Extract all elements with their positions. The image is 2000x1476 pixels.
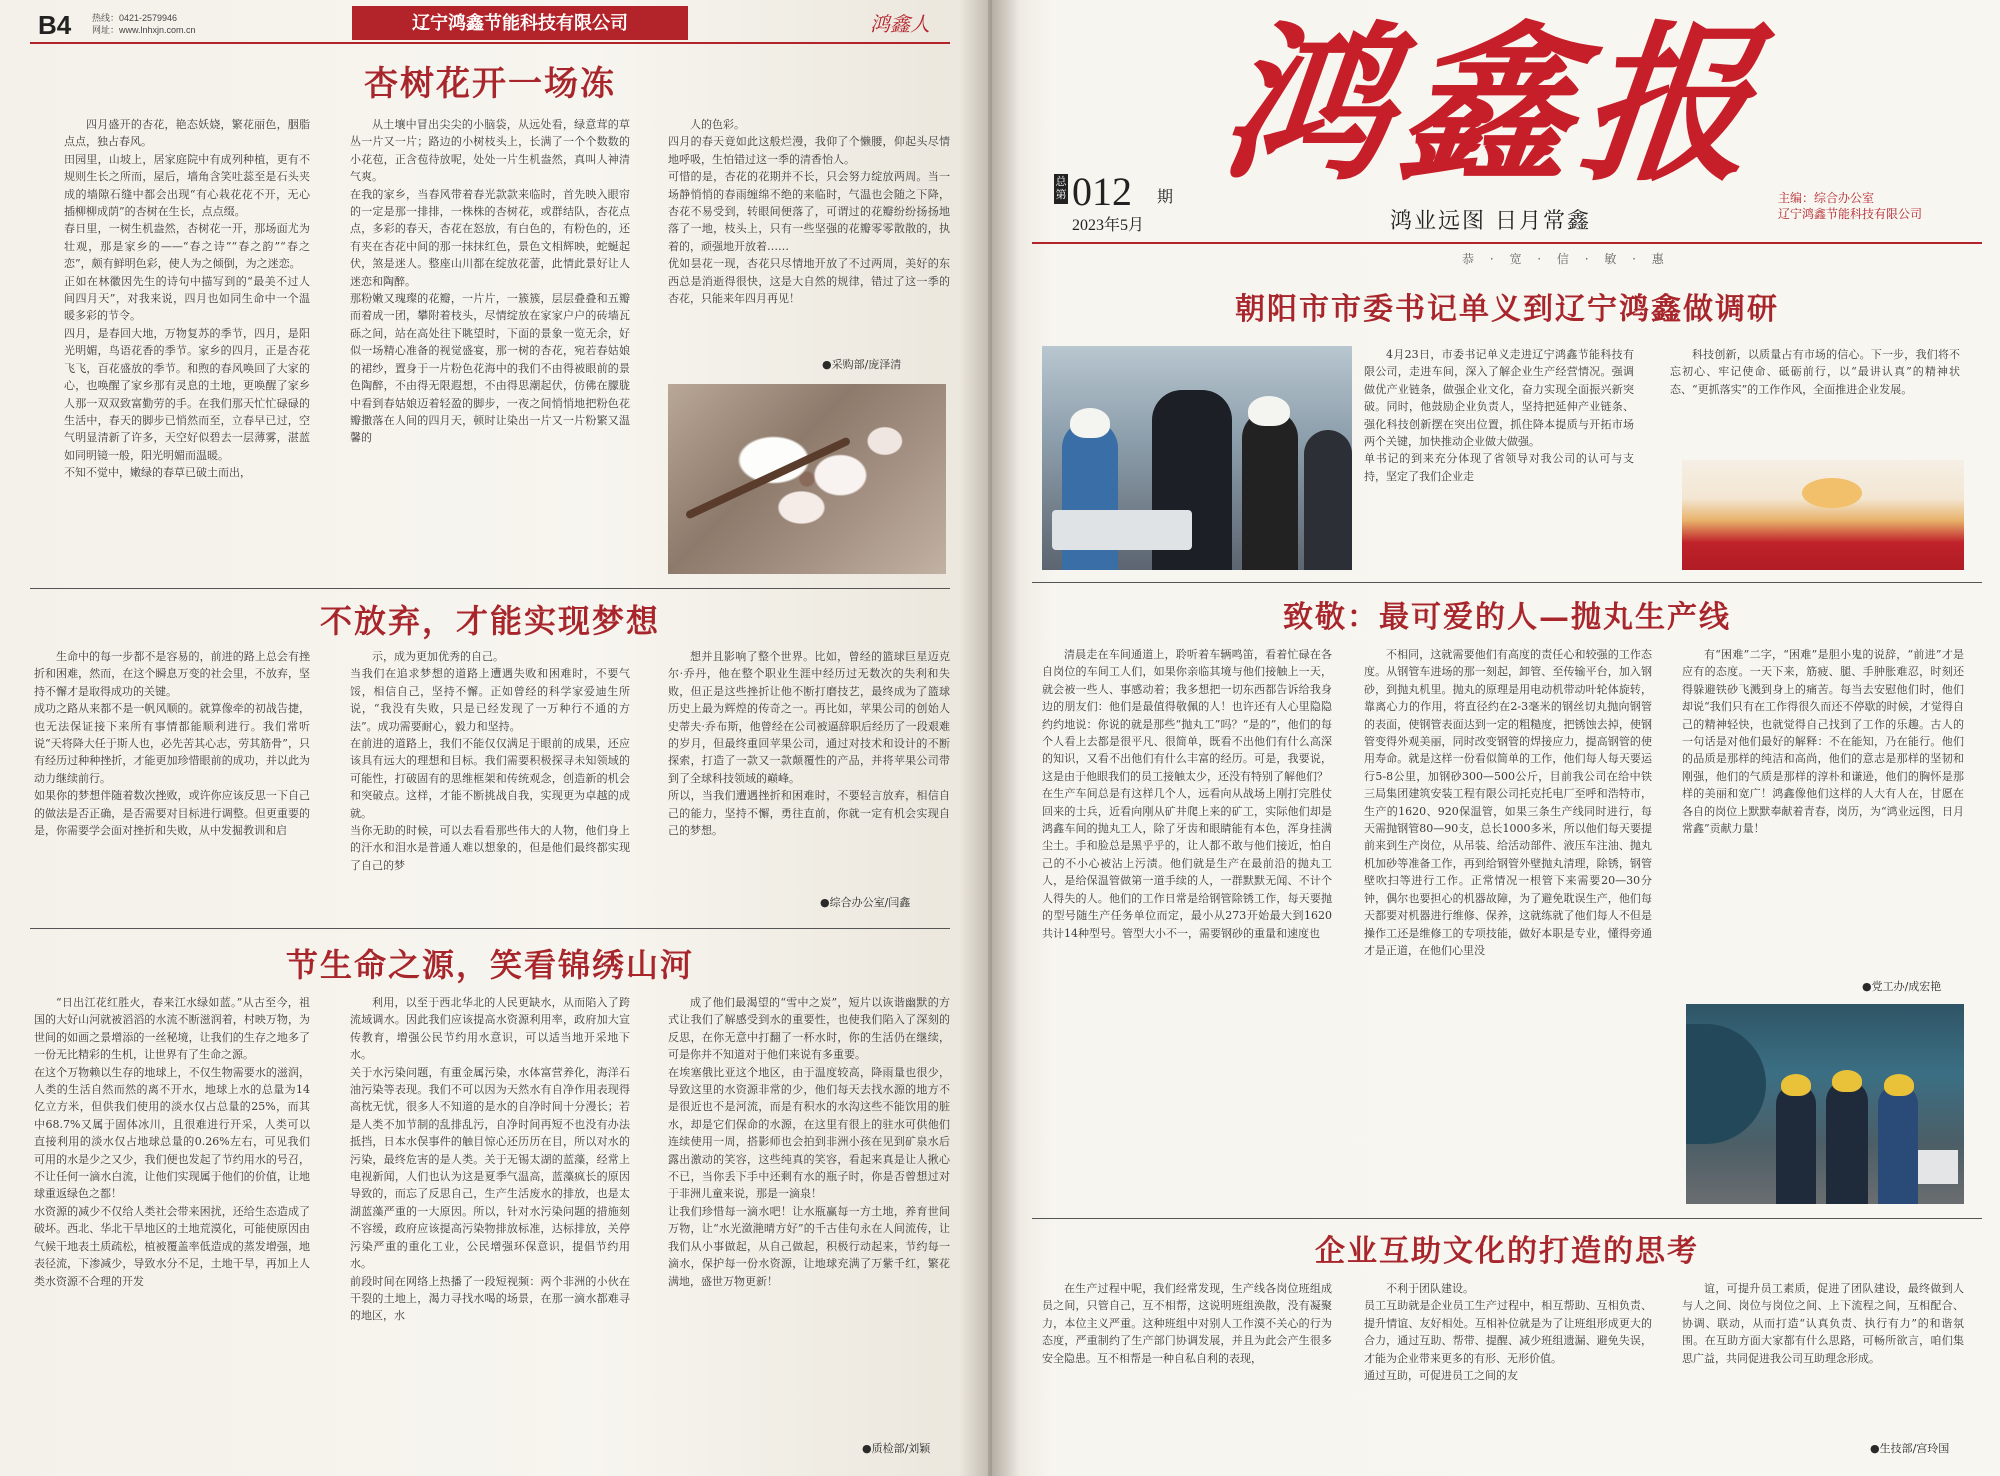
- page-header: [30, 6, 950, 44]
- article-byline: ●生技部/宫玲国: [1870, 1442, 1950, 1455]
- company-banner: 辽宁鸿鑫节能科技有限公司: [352, 6, 688, 40]
- issue-label: 总第: [1054, 174, 1068, 204]
- article-title-shot-blasting: 致敬：最可爱的人—抛丸生产线: [1283, 600, 1731, 635]
- editor-info: [1778, 190, 1922, 222]
- page-number: B4: [38, 10, 72, 40]
- motto: 恭 · 宽 · 信 · 敏 · 惠: [1462, 252, 1670, 266]
- header-logo: 鸿鑫人: [870, 12, 930, 36]
- page-front: [992, 0, 2000, 1476]
- article-apricot-column-2: [350, 116, 630, 574]
- article-text: 人的色彩。 四月的春天竟如此这般烂漫，我仰了个懒腰，仰起头尽情地呼吸，生怕错过这一季的清香怡人。 可惜的是，杏花的花期并不长，只会努力绽放两周。当一场静悄悄的春雨缠绵不绝的来临时，气温也会随之下降，杏花不易受到，转眼间便落了，可谓过的花瓣纷纷扬扬地落了一地，枝头上，只有一些坚强的花瓣零零散散的，执着的，顽强地开放着…… 优如昙花一现，杏花只尽情地开放了不过两周，美好的东西总是消逝得很快，这是大自然的规律，错过了这一季的杏花，只能来年四月再见！: [668, 118, 950, 306]
- masthead: 鸿鑫报: [1211, 5, 1773, 205]
- article-text: 生命中的每一步都不是容易的，前进的路上总会有挫折和困难，然而，在这个瞬息万变的社会里，不放弃，坚持不懈才是取得成功的关键。 成功之路从来都不是一帆风顺的。就算像牵的初战告捷，也无法保证接下来所有事情都能顺利进行。我们常听说“天将降大任于斯人也，必先苦其心志，劳其筋骨”，只有经历过种种挫折，才能更加珍惜眼前的成功，并以此为动力继续前行。 如果你的梦想伴随着数次挫败，或许你应该反思一下自己的做法是否正确，是否需要对目标进行调整。但更重要的是，你需要学会面对挫折和失败，从中发掘教训和启: [34, 650, 310, 838]
- red-flag-banner-image: [1682, 460, 1964, 570]
- article-title-dream: 不放弃，才能实现梦想: [319, 602, 660, 640]
- contact-phone: 热线：0421-2579946: [92, 13, 178, 23]
- article-text: 清晨走在车间通道上，聆听着车辆鸣笛，看着忙碌在各自岗位的车间工人们，如果你亲临其境与他们接触上一天，就会被一些人、事感动着；我多想把一切东西都告诉给我身边的朋友们：他们是最值得敬佩的人！也许还有人心里隐隐约约地说：你说的就是那些“抛丸工”吗？“是的”，他们的每个人看上去都是很平凡、很简单，既看不出他们有什么高深的知识，又看不出他们有什么丰富的经历。可是，我要说，这是由于他眼我们的员工接触太少，还没有特别了解他们？ 在生产车间总是有这样几个人，远看向从战场上刚打完胜仗回来的士兵，近看向刚从矿井爬上来的矿工，实际他们却是鸿鑫车间的抛丸工人，除了牙齿和眼睛能有本色，浑身挂满尘土。手和脸总是黑乎乎的，让人都不敢与他们接近，怕自己的不小心被沾上污渍。他们就是生产在最前沿的抛丸工人，是给保温管做第一道手续的人，一群默默无闻、不计个人得失的人。他们的工作日常是给钢管除锈工作，每天要抛的型号随生产任务单位而定，最小从273开始最大到1620共计14种型号。管型大小不一，需要钢砂的重量和速度也: [1042, 648, 1332, 940]
- issue-number: 012: [1072, 169, 1132, 214]
- article-text: 想并且影响了整个世界。比如，曾经的篮球巨星迈克尔·乔丹，他在整个职业生涯中经历过无数次的失利和失败，但正是这些挫折让他不断打磨技艺，最终成为了篮球历史上最为辉煌的传奇之一。再比如，苹果公司的创始人史蒂夫·乔布斯，他曾经在公司被逼辞职后经历了一段艰难的岁月，但最终重回苹果公司，通过对技术和设计的不断探索，打造了一款又一款颠覆性的产品，并将苹果公司带到了全球科技领域的巅峰。 所以，当我们遭遇挫折和困难时，不要轻言放弃，相信自己的能力，坚持不懈，勇往直前，你就一定有机会实现自己的梦想。: [668, 650, 950, 838]
- leader-visit-photo: [1042, 346, 1352, 570]
- article-visit-column-1: [1364, 346, 1634, 560]
- article-dream-column-3: [668, 648, 950, 896]
- apricot-blossom-photo: [668, 384, 946, 574]
- section-divider: [1032, 1218, 1982, 1219]
- article-mutual-help-column-2: [1364, 1280, 1652, 1464]
- issue-suffix: 期: [1157, 189, 1174, 206]
- page-fold: [960, 0, 1020, 1476]
- article-text: 四月盛开的杏花，艳态妖娆，繁花丽色，胭脂点点，独占春风。 田园里，山坡上，居家庭院中有成列种植，更有不规则生长之所而，屋后，墙角含笑吐蕊至是石头夹成的墙隙石缝中都会出现“有心栽花花不开，无心插柳柳成荫”的杏树在生长，点点缀。 春日里，一树生机盎然，杏树花一开，那场面尤为壮观，那是家乡的——“春之诗”“春之韵”“春之恋”，颇有鲜明色彩，使人为之倾倒，为之迷恋。 正如在林徽因先生的诗句中描写到的“最美不过人间四月天”，对我来说，四月也如同生命中一个温暖多彩的节令。 四月，是春回大地，万物复苏的季节，四月，是阳光明媚，鸟语花香的季节。家乡的四月，正是杏花飞飞，百花盛放的季节。和煦的春风唤回了大家的心，也唤醒了家乡那有灵息的土地，更唤醒了家乡人那一双双致富勤劳的手。在我们那天忙忙碌碌的生活中，春天的脚步已悄然而至，立春早已过，空气明显清新了许多，天空好似碧去一层薄雾，湛蓝如同明镜一般，阳光明媚而温暖。 不知不觉中，嫩绿的春草已破土而出，: [64, 118, 310, 480]
- article-text: 有“困难”二字，“困难”是胆小鬼的说辞，“前进”才是应有的态度。一天下来，筋疲、腿、手肿胀难忍，时刻还得躲避铁砂飞溅到身上的痛苦。每当去安慰他们时，他们却说“我们只有在工作得很久而还不停歇的时候，才觉得自己的精神轻快，也就觉得自己找到了工作的乐趣。古人的一句话是对他们最好的解释：不在能知，乃在能行。他们的品质是那样的纯洁和高尚，他们的意志是那样的坚韧和刚强，他们的气质是那样的淳朴和谦逊，他们的胸怀是那样的美丽和宽广！鸿鑫像他们这样的人大有人在，甘愿在各自的岗位上默默奉献着青春，岗历，为“鸿业远图，日月常鑫”贡献力量！: [1682, 648, 1964, 836]
- section-divider: [30, 928, 950, 929]
- article-text: 利用，以至于西北华北的人民更缺水，从而陷入了跨流域调水。因此我们应该提高水资源利用率，政府加大宣传教育，增强公民节约用水意识，可以适当地开采地下水。 关于水污染问题，有重金属污染，水体富营养化，海洋石油污染等表现。我们不可以因为天然水有自净作用表现得高枕无忧，很多人不知道的是水的自净时间十分漫长；若是人类不加节制的乱排乱污，自净时间再短不也没有办法抵挡，日本水俣事件的触目惊心还历历在目，所以对水的污染，最终危害的是人类。关于无锡太湖的蓝藻，经常上电视新闻，人们也认为这是夏季气温高，蓝藻疯长的原因导致的，而忘了反思自己，生产生活废水的排放，也是太湖蓝藻严重的一大原因。所以，针对水污染问题的措施刻不容缓，政府应该提高污染物排放标准，达标排放，关停污染严重的重化工业，公民增强环保意识，提倡节约用水。 前段时间在网络上热播了一段短视频：两个非洲的小伙在干裂的土地上，渴力寻找水喝的场景，在那一滴水都难寻的地区，水: [350, 996, 630, 1323]
- section-divider: [1032, 582, 1982, 583]
- article-text: “日出江花红胜火，春来江水绿如蓝。”从古至今，祖国的大好山河就被滔滔的水流不断滋润着，村映万物，为世间的如画之景增添的一丝秘境，让我们的生存之地多了一份无比精彩的生机，让世界有了生命之源。 在这个万物赖以生存的地球上，不仅生物需要水的滋润，人类的生活自然而然的离不开水，地球上水的总量为14亿立方米，但供我们使用的淡水仅占总量的25%，而其中68.7%又属于固体冰川，且很难进行开采，人类可以直接利用的淡水仅占地球总量的0.26%左右，可见我们可用的水是少之又少，我们便也发起了节约用水的号召，不让任何一滴水白流，让他们实现属于他们的价值，让地球重返绿色之都！ 水资源的减少不仅给人类社会带来困扰，还给生态造成了破坏。西北、华北干旱地区的土地荒漠化，可能使原因由气候干地表土质疏松，植被覆盖率低造成的蒸发增强，地表径流，下渗减少，导致水分不足，土地干旱，再加上人类水资源不合理的开发: [34, 996, 310, 1288]
- article-text: 不相同，这就需要他们有高度的责任心和较强的工作态度。从钢管车进场的那一刻起，卸管、至传输平台，加入钢砂，到抛丸机里。抛丸的原理是用电动机带动叶轮体旋转，靠离心力的作用，将直径约在2-3毫米的钢丝切丸抛向钢管的表面，使钢管表面达到一定的粗糙度，把锈蚀去掉，使钢管变得外观美丽，同时改变钢管的焊接应力，提高钢管的使用寿命。就是这样一份看似简单的工作，他们每人每天要运行5-8公里，加钢砂300—500公斤，目前我公司在给中铁三局集团建筑安装工程有限公司托克托电厂至呼和浩特市，生产的1620、920保温管，如果三条生产线同时进行，每天需抛钢管80—90支，总长1000多米，所以他们每天要提前来到生产岗位，从吊装、给活动部件、液压车注油、抛丸机加砂等准备工作，再到给钢管外壁抛丸清理，除锈，钢管壁吹扫等进行工作。正常情况一根管下来需要20—30分钟，偶尔也要担心的机器故障，为了避免耽误生产，他们每天都要对机器进行维修、保养，这就练就了他们每人不但是操作工还是维修工的专项技能，做好本职是专业，懂得旁通才是正道，在他们心里没: [1364, 648, 1652, 957]
- article-title-visit: 朝阳市市委书记单义到辽宁鸿鑫做调研: [1235, 292, 1779, 327]
- article-title-water: 节生命之源，笑看锦绣山河: [285, 946, 694, 984]
- article-shot-blasting-column-1: [1042, 646, 1332, 1198]
- article-byline: ●综合办公室/闫鑫: [820, 896, 911, 909]
- section-divider: [30, 588, 950, 589]
- article-water-column-3: [668, 994, 950, 1442]
- article-text: 从土壤中冒出尖尖的小脑袋，从远处看，绿意茸的草丛一片又一片；路边的小树枝头上，长满了一个个数数的小花苞，正含苞待放呢，处处一片生机盎然，真叫人神清气爽。 在我的家乡，当春风带着春光款款来临时，首先映入眼帘的一定是那一排排，一株株的杏树花，或群结队，杏花点点，多彩的春天，杏花在怒放，有白色的，有粉色的，还有夹在杏花中间的那一抹抹红色，景色文相辉映，蛇蜒起伏，煞是迷人。整座山川都在绽放花蕾，此情此景好让人迷恋和陶醉。 那粉嫩又瑰璨的花瓣，一片片，一簇簇，层层叠叠和五瓣而着成一团，攀附着枝头，尽情绽放在家家户户的砖墙瓦砾之间，站在高处往下眺望时，下面的景象一览无余，好似一场精心准备的视觉盛宴，那一树的杏花，宛若春姑娘的裙纱，置身于一片粉色花海中的我们不由得被眼前的景色陶醉，不由得无限遐想，不由得思潮起伏，仿佛在朦胧中看到春姑娘迈着轻盈的脚步，一夜之间悄悄地把粉色花瓣撒落在人间的四月天，顿时让染出一片又一片粉繁又温馨的: [350, 118, 630, 445]
- editor-line: 主编：综合办公室: [1778, 191, 1875, 205]
- slogan: 鸿业远图 日月常鑫: [1390, 209, 1591, 234]
- article-byline: ●质检部/刘颖: [862, 1442, 931, 1455]
- article-water-column-2: [350, 994, 630, 1464]
- contact-info: [92, 12, 196, 36]
- article-visit-column-2: [1670, 346, 1960, 432]
- article-text: 科技创新，以质量占有市场的信心。下一步，我们将不忘初心、牢记使命、砥砺前行，以“最讲认真”的精神状态、“更抓落实”的工作作风，全面推进企业发展。: [1670, 348, 1960, 396]
- article-byline: ●采购部/庞泽清: [822, 358, 902, 371]
- article-text: 在生产过程中呢，我们经常发现，生产线各岗位班组成员之间，只管自己，互不相帮，这说明班组涣散，没有凝聚力，本位主义严重。这种班组中对别人工作漠不关心的行为态度，严重制约了生产部门协调发展，并且为此会产生很多安全隐患。互不相帮是一种自私自利的表现，: [1042, 1282, 1332, 1365]
- article-text: 不利于团队建设。 员工互助就是企业员工生产过程中，相互帮助、互相负责、提升情谊、友好相处。互相补位就是为了让班组形成更大的合力，通过互助、帮带、提醒、减少班组遗漏、避免失误，才能为企业带来更多的有形、无形价值。 通过互助，可促进员工之间的友: [1364, 1282, 1652, 1383]
- contact-web: 网址：www.lnhxjn.com.cn: [92, 25, 196, 35]
- page-b4: [0, 0, 988, 1476]
- workers-photo: [1686, 1004, 1964, 1204]
- article-text: 示，成为更加优秀的自己。 当我们在追求梦想的道路上遭遇失败和困难时，不要气馁，相信自己，坚持不懈。正如曾经的科学家爱迪生所说，“我没有失败，只是已经发现了一万种行不通的方法”。成功需要耐心，毅力和坚持。 在前进的道路上，我们不能仅仅满足于眼前的成果，还应该具有远大的理想和目标。我们需要积极探寻未知领域的可能性，打破固有的思维框架和传统观念，创造新的机会和突破点。这样，才能不断挑战自我，实现更为卓越的成就。 当你无助的时候，可以去看看那些伟大的人物，他们身上的汗水和泪水是普通人难以想象的，但是他们最终都实现了自己的梦: [350, 650, 630, 872]
- article-byline: ●党工办/成宏艳: [1862, 980, 1942, 993]
- article-shot-blasting-column-3: [1682, 646, 1964, 974]
- article-apricot-column-3: [668, 116, 950, 370]
- article-title-mutual-help: 企业互助文化的打造的思考: [1315, 1234, 1699, 1269]
- article-mutual-help-column-3: [1682, 1280, 1964, 1436]
- issue-date: 2023年5月: [1072, 217, 1145, 234]
- article-text: 成了他们最渴望的“雪中之炭”，短片以诙谐幽默的方式让我们了解感受到水的重要性，也使我们陷入了深刻的反思，在你无意中打翻了一杯水时，你的生活仍在继续，可是你并不知道对于他们来说有多重要。 在埃塞俄比亚这个地区，由于温度较高，降雨量也很少，导致这里的水资源非常的少，他们每天去找水源的地方不是很近也不是河流，而是有积水的水沟这些不能饮用的脏水，却是它们保命的水源，在这里有很上的驻水可供他们连续使用一周，搭影师也会拍到非洲小孩在见到矿泉水后露出激动的笑容，这些纯真的笑容，看起来真是让人揪心不已，当你丢下手中还剩有水的瓶子时，你是否曾想过对于非洲儿童来说，那是一滴泉！ 让我们珍惜每一滴水吧！让水瓶赢每一方土地，养育世间万物，让“水光潋滟晴方好”的千古佳句永在人间流传，让我们从小事做起，从自己做起，积极行动起来，节约每一滴水，保护每一份水资源，让地球充满了万紫千红，繁花满地，盛世万物更新！: [668, 996, 950, 1288]
- article-shot-blasting-column-2: [1364, 646, 1652, 1198]
- article-dream-column-1: [34, 648, 310, 908]
- article-mutual-help-column-1: [1042, 1280, 1332, 1464]
- article-text: 4月23日，市委书记单义走进辽宁鸿鑫节能科技有限公司，走进车间，深入了解企业生产经营情况。强调做优产业链条，做强企业文化，奋力实现全面振兴新突破。同时，他鼓励企业负责人，坚持把延伸产业链条、强化科技创新摆在突出位置，抓住降本提质与开拓市场两个关键，加快推动企业做大做强。 单书记的到来充分体现了省领导对我公司的认可与支持，坚定了我们企业走: [1364, 348, 1634, 483]
- article-apricot-column-1: [64, 116, 310, 574]
- article-title-apricot: 杏树花开一场冻: [364, 64, 616, 104]
- article-water-column-1: [34, 994, 310, 1464]
- masthead-divider: [1032, 242, 1982, 244]
- publisher-line: 辽宁鸿鑫节能科技有限公司: [1778, 207, 1923, 221]
- article-dream-column-2: [350, 648, 630, 908]
- article-text: 谊，可提升员工素质，促进了团队建设，最终做到人与人之间、岗位与岗位之间、上下流程之间，互相配合、协调、联动，从而打造“认真负责、执行有力”的和谐氛围。在互助方面大家都有什么思路，可畅所欲言，咱们集思广益，共同促进我公司互助理念形成。: [1682, 1282, 1964, 1365]
